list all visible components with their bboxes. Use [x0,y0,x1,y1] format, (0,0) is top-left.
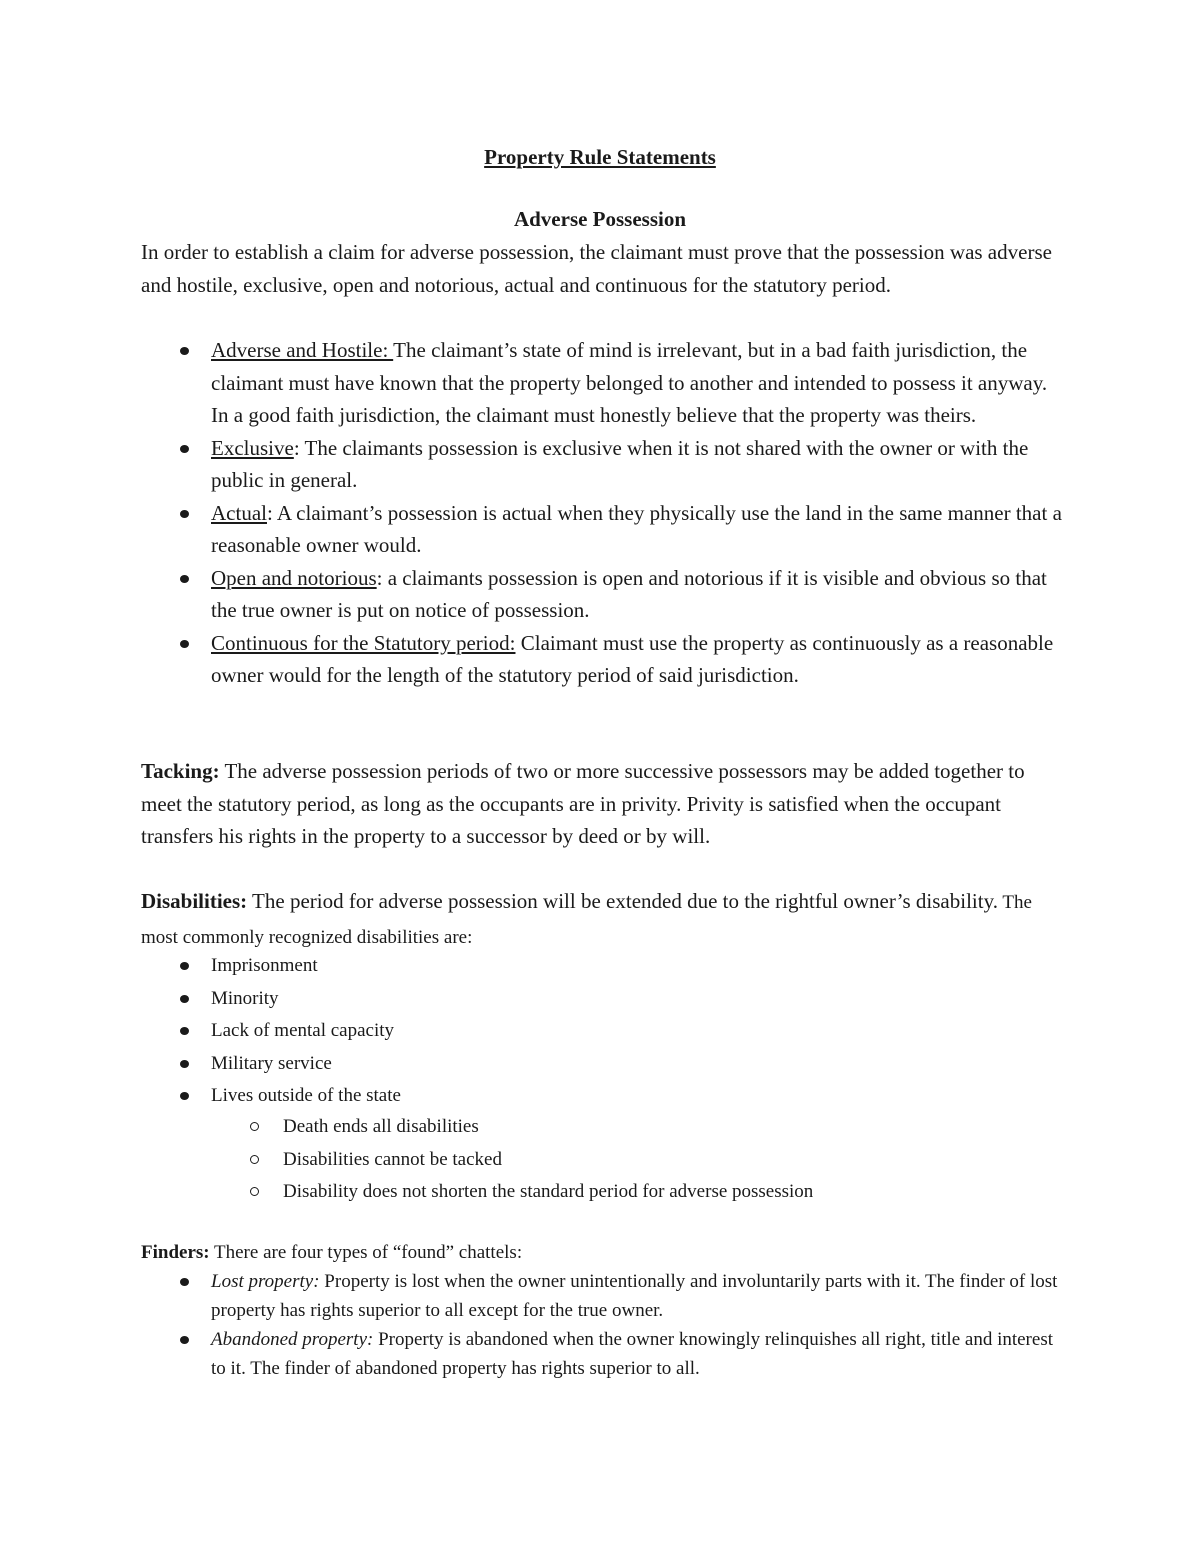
element-text: : The claimants possession is exclusive when it is not shared with the owner or with the public in general. [211,435,1029,492]
element-term: Open and notorious [211,565,377,590]
bullet-icon [180,1336,189,1344]
list-item [141,432,1066,497]
list-item [212,1176,1072,1209]
hollow-bullet-icon [250,1155,259,1164]
list-item [141,562,1066,627]
disability-item: Imprisonment [211,955,318,976]
tacking-text: The adverse possession periods of two or more successive possessors may be added together to meet the statutory period, as long as the occupants are in privity. Privity is satisfied when the occupant transfers his rights in the property to a successor by deed or by will. [141,759,1025,848]
element-term: Continuous for the Statutory period: [211,630,516,655]
disability-item: Minority [211,987,279,1009]
adverse-possession-elements-list [141,334,1066,692]
hollow-bullet-icon [250,1187,259,1196]
element-term: Actual [211,500,267,525]
list-item [212,1144,1072,1177]
disability-note: Disability does not shorten the standard period for adverse possession [283,1181,814,1202]
finders-text: There are four types of “found” chattels: [209,1242,523,1263]
document-title: Property Rule Statements [484,145,716,169]
disability-note: Death ends all disabilities [283,1116,479,1137]
finders-paragraph [141,1237,1066,1270]
disability-item: Military service [211,1052,332,1074]
tacking-label: Tacking: [141,759,220,783]
bullet-icon [180,1060,189,1068]
element-text: : a claimants possession is open and notorious if it is visible and obvious so that the true owner is put on notice of possession. [211,565,1047,622]
finder-text: Property is lost when the owner unintentionally and involuntarily parts with it. The finder of lost property has rights superior to all except for the true owner. [211,1271,1058,1321]
element-text: : A claimant’s possession is actual when they physically use the land in the same manner that a reasonable owner would. [211,500,1062,557]
tacking-paragraph [141,755,1066,853]
list-item [141,950,1066,983]
bullet-icon [180,510,189,518]
list-item [141,1015,1066,1048]
element-text: Claimant must use the property as continuously as a reasonable owner would for the length of the statutory period of said jurisdiction. [211,630,1054,687]
list-item [141,1080,1066,1113]
bullet-icon [180,962,189,970]
element-text: The claimant’s state of mind is irrelevant, but in a bad faith jurisdiction, the claimant must have known that the property belonged to another and intended to possess it anyway. In a good faith jurisdiction, the claimant must honestly believe that the property was theirs. [211,338,1048,427]
list-item [141,497,1066,562]
adverse-possession-heading: Adverse Possession [513,207,687,231]
disabilities-paragraph [141,885,1066,954]
element-term: Exclusive [211,435,294,460]
finder-term: Abandoned property: [211,1329,374,1350]
finders-list [141,1267,1066,1383]
list-item [141,1048,1066,1081]
disability-note: Disabilities cannot be tacked [283,1148,502,1170]
element-term: Adverse and Hostile: [211,338,394,362]
bullet-icon [180,1027,189,1035]
disability-item: Lives outside of the state [211,1085,401,1106]
disability-item: Lack of mental capacity [211,1020,395,1041]
bullet-icon [180,347,189,355]
bullet-icon [180,640,189,648]
bullet-icon [180,445,189,453]
finders-label: Finders: [141,1242,210,1263]
disabilities-label: Disabilities: [141,889,248,913]
bullet-icon [180,575,189,583]
list-item [141,334,1066,432]
list-item [141,627,1066,692]
disabilities-text-small: The most commonly recognized disabilities are: [141,892,1032,948]
finder-text: Property is abandoned when the owner knowingly relinquishes all right, title and interest to it. The finder of abandoned property has rights superior to all. [211,1329,1053,1379]
list-item [141,1325,1066,1383]
hollow-bullet-icon [250,1122,259,1131]
bullet-icon [180,995,189,1003]
disabilities-text: The period for adverse possession will be extended due to the rightful owner’s disability. [247,889,998,913]
disabilities-sub-list [212,1111,1072,1209]
finder-term: Lost property: [211,1271,320,1292]
adverse-possession-intro: In order to establish a claim for adverse possession, the claimant must prove that the possession was adverse and hostile, exclusive, open and notorious, actual and continuous for the statutory period. [141,240,1052,297]
list-item [212,1111,1072,1144]
bullet-icon [180,1092,189,1100]
disabilities-list [141,950,1066,1113]
list-item [141,983,1066,1016]
bullet-icon [180,1278,189,1286]
list-item [141,1267,1066,1325]
